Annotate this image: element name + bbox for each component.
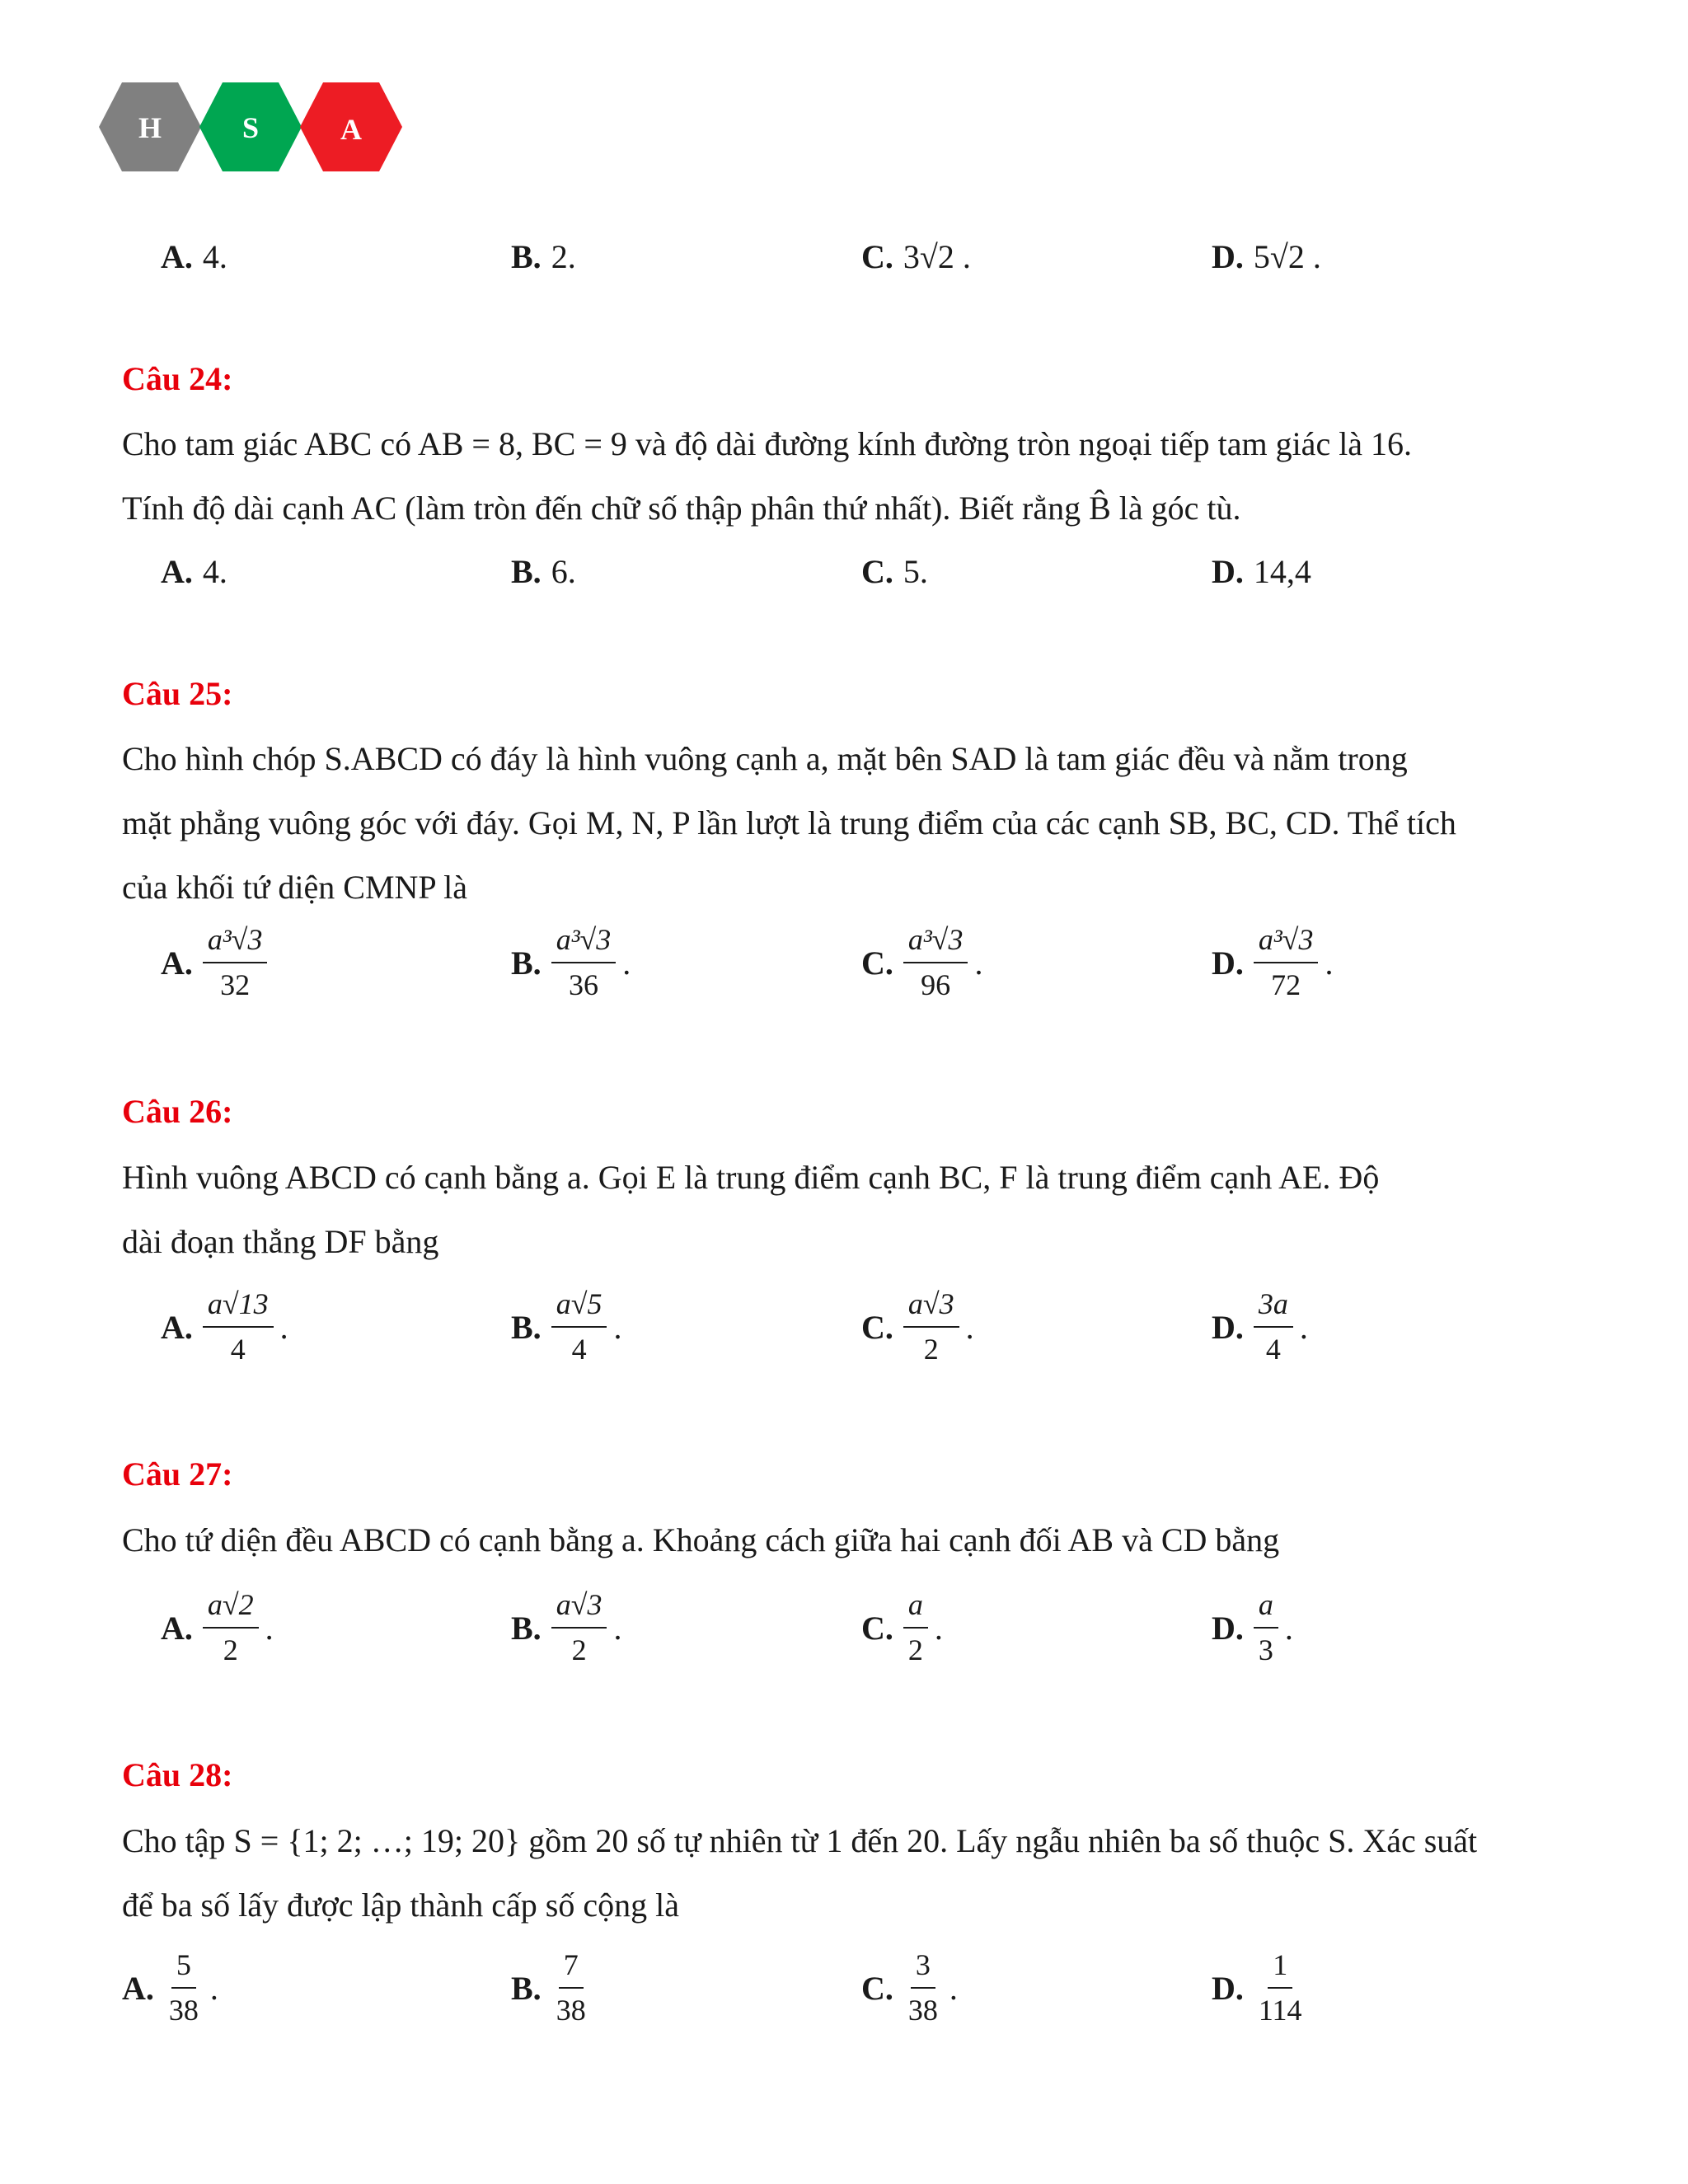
fraction: $\frac{\text{a³√3}}{36}$ [551,921,617,1004]
q24-option-a[interactable]: A. 4. [161,553,227,590]
fraction: $\frac{3}{38}$ [907,1948,938,2027]
fraction: $\frac{\text{a³√3}}{32}$ [203,921,268,1004]
q24-option-c[interactable]: C. 5. [861,553,928,590]
q25-option-d[interactable]: D. $\frac{\text{a³√3}}{72}$ . [1212,921,1333,1004]
q28-option-a[interactable]: A. $\frac{5}{38}$ . [122,1947,218,2029]
question-26-line-2: dài đoạn thẳng DF bằng [122,1223,439,1260]
question-25-title: Câu 25: [122,675,233,712]
question-26-line-1: Hình vuông ABCD có cạnh bằng a. Gọi E là trung điểm cạnh BC, F là trung điểm cạnh AE. Độ [122,1159,1380,1196]
q27-option-a[interactable]: A. $\frac{a√2}{2}$ . [161,1586,274,1669]
fraction: $\frac{\text{a³√3}}{72}$ [1254,921,1319,1004]
prev-option-a[interactable]: A. 4. [161,238,227,275]
fraction: $\frac{a√2}{2}$ [203,1586,259,1669]
question-25-text [122,727,1568,920]
question-28-line-2: để ba số lấy được lập thành cấp số cộng là [122,1886,679,1924]
question-26-text [122,1146,1568,1274]
question-25-line-2: mặt phẳng vuông góc với đáy. Gọi M, N, P lần lượt là trung điểm của các cạnh SB, BC, CD. Thể tích [122,804,1456,841]
fraction: $\frac{a}{2}$ [903,1586,928,1669]
question-27-text [122,1508,1568,1572]
q25-option-b[interactable]: B. $\frac{\text{a³√3}}{36}$ . [511,921,631,1004]
question-24-title: Câu 24: [122,360,233,397]
q28-option-c[interactable]: C. $\frac{3}{38}$ . [861,1947,958,2029]
logo-letter-s: S [241,111,260,144]
fraction: $\frac{a√5}{4}$ [551,1286,607,1368]
question-24-line-1: Cho tam giác ABC có AB = 8, BC = 9 và độ dài đường kính đường tròn ngoại tiếp tam giác là 16. [122,425,1413,462]
q27-option-c[interactable]: C. $\frac{a}{2}$ . [861,1586,943,1669]
prev-option-b[interactable]: B. 2. [511,238,576,275]
q24-option-b[interactable]: B. 6. [511,553,576,590]
prev-option-c[interactable]: C. 3√2 . [861,238,971,275]
q26-option-a[interactable]: A. $\frac{a√13}{4}$ . [161,1286,288,1368]
q27-option-d[interactable]: D. $\frac{a}{3}$ . [1212,1586,1293,1669]
fraction: $\frac{a}{3}$ [1254,1586,1278,1669]
fraction: $\frac{a√3}{2}$ [551,1586,607,1669]
question-24-text [122,412,1568,541]
question-27-title: Câu 27: [122,1455,233,1493]
fraction: $\frac{a√3}{2}$ [903,1286,959,1368]
q28-option-d[interactable]: D. $\frac{1}{114}$ [1212,1947,1314,2029]
fraction: $\frac{\text{a³√3}}{96}$ [903,921,968,1004]
fraction: $\frac{a√13}{4}$ [203,1286,274,1368]
question-28-text [122,1809,1568,1938]
q26-option-c[interactable]: C. $\frac{a√3}{2}$ . [861,1286,974,1368]
question-28-line-1: Cho tập S = {1; 2; …; 19; 20} gồm 20 số tự nhiên từ 1 đến 20. Lấy ngẫu nhiên ba số thuộc S. Xác suất [122,1822,1478,1859]
q25-option-a[interactable]: A. $\frac{\text{a³√3}}{32}$ [161,921,274,1004]
fraction: $\frac{3a}{4}$ [1254,1286,1293,1368]
question-26-title: Câu 26: [122,1093,233,1130]
question-28-title: Câu 28: [122,1756,233,1793]
q24-option-d[interactable]: D. 14,4 [1212,553,1311,590]
q26-option-b[interactable]: B. $\frac{a√5}{4}$ . [511,1286,621,1368]
question-27-line-1: Cho tứ diện đều ABCD có cạnh bằng a. Khoảng cách giữa hai cạnh đối AB và CD bằng [122,1521,1280,1558]
question-25-line-3: của khối tứ diện CMNP là [122,869,468,906]
q28-option-b[interactable]: B. $\frac{7}{38}$ [511,1947,598,2029]
prev-option-d[interactable]: D. 5√2 . [1212,238,1321,275]
q26-option-d[interactable]: D. $\frac{3a}{4}$ . [1212,1286,1308,1368]
fraction: $\frac{5}{38}$ [168,1948,199,2027]
q25-option-c[interactable]: C. $\frac{\text{a³√3}}{96}$ . [861,921,982,1004]
fraction: $\frac{7}{38}$ [556,1948,586,2027]
q27-option-b[interactable]: B. $\frac{a√3}{2}$ . [511,1586,621,1669]
fraction: $\frac{1}{114}$ [1258,1948,1302,2027]
question-25-line-1: Cho hình chóp S.ABCD có đáy là hình vuông cạnh a, mặt bên SAD là tam giác đều và nằm trong [122,740,1408,777]
logo-letter-a: A [340,113,362,146]
question-24-line-2: Tính độ dài cạnh AC (làm tròn đến chữ số thập phân thứ nhất). Biết rằng B̂ là góc tù. [122,490,1241,527]
logo-letter-h: H [138,111,162,144]
hsa-logo [99,82,404,171]
